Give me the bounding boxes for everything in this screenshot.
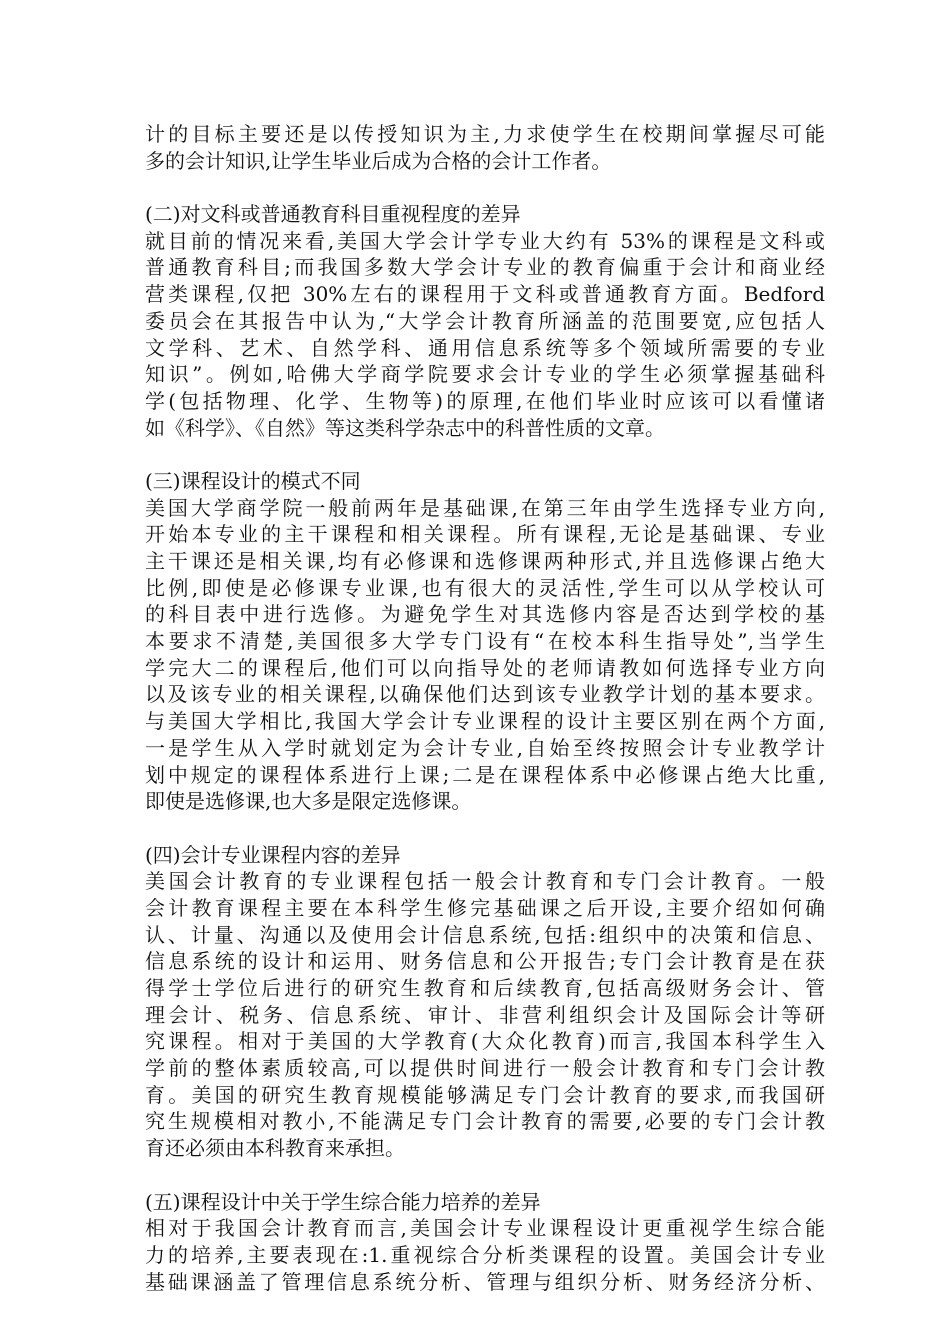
paragraph-gap bbox=[145, 815, 825, 842]
text-line: 美国大学商学院一般前两年是基础课,在第三年由学生选择专业方向, bbox=[145, 495, 825, 520]
text-line: 委员会在其报告中认为,“大学会计教育所涵盖的范围要宽,应包括人 bbox=[145, 308, 825, 333]
text-line: 主干课还是相关课,均有必修课和选修课两种形式,并且选修课占绝大 bbox=[145, 549, 825, 573]
text-line: 究课程。相对于美国的大学教育(大众化教育)而言,我国本科学生入 bbox=[145, 1029, 825, 1054]
text-line: 比例,即使是必修课专业课,也有很大的灵活性,学生可以从学校认可 bbox=[145, 575, 825, 600]
section-heading: (三)课程设计的模式不同 bbox=[145, 468, 361, 493]
section-heading: (五)课程设计中关于学生综合能力培养的差异 bbox=[145, 1189, 541, 1214]
text-line: 会计教育课程主要在本科学生修完基础课之后开设,主要介绍如何确 bbox=[145, 895, 825, 920]
section-heading: (四)会计专业课程内容的差异 bbox=[145, 842, 401, 867]
text-line: 一是学生从入学时就划定为会计专业,自始至终按照会计专业教学计 bbox=[145, 735, 825, 760]
text-line: 文学科、艺术、自然学科、通用信息系统等多个领域所需要的专业 bbox=[145, 335, 825, 360]
text-line: 究生规模相对教小,不能满足专门会计教育的需要,必要的专门会计教 bbox=[145, 1109, 825, 1134]
text-line: 就目前的情况来看,美国大学会计学专业大约有 53%的课程是文科或 bbox=[145, 228, 825, 253]
text-line: 学完大二的课程后,他们可以向指导处的老师请教如何选择专业方向 bbox=[145, 655, 825, 680]
text-line: 信息系统的设计和运用、财务信息和公开报告;专门会计教育是在获 bbox=[145, 949, 825, 974]
text-line: 认、计量、沟通以及使用会计信息系统,包括:组织中的决策和信息、 bbox=[145, 922, 825, 947]
text-line: 本要求不清楚,美国很多大学专门设有“在校本科生指导处”,当学生 bbox=[145, 629, 825, 654]
text-line: 得学士学位后进行的研究生教育和后续教育,包括高级财务会计、管 bbox=[145, 976, 825, 1000]
text-line: 与美国大学相比,我国大学会计专业课程的设计主要区别在两个方面, bbox=[145, 709, 825, 734]
section-heading: (二)对文科或普通教育科目重视程度的差异 bbox=[145, 202, 521, 227]
text-line: 知识”。例如,哈佛大学商学院要求会计专业的学生必须掌握基础科 bbox=[145, 362, 825, 387]
section-comprehensive-ability bbox=[145, 1189, 825, 1296]
text-line: 学前的整体素质较高,可以提供时间进行一般会计教育和专门会计教 bbox=[145, 1056, 825, 1081]
text-line: 力的培养,主要表现在:1.重视综合分析类课程的设置。美国会计专业 bbox=[145, 1242, 825, 1267]
text-line: 开始本专业的主干课程和相关课程。所有课程,无论是基础课、专业 bbox=[145, 522, 825, 547]
text-line: 学(包括物理、化学、生物等)的原理,在他们毕业时应该可以看懂诸 bbox=[145, 388, 825, 413]
text-line: 育。美国的研究生教育规模能够满足专门会计教育的要求,而我国研 bbox=[145, 1082, 825, 1107]
text-line: 营类课程,仅把 30%左右的课程用于文科或普通教育方面。Bedford bbox=[145, 282, 825, 307]
text-line: 育还必须由本科教育来承担。 bbox=[145, 1136, 405, 1161]
section-liberal-arts bbox=[145, 201, 825, 441]
intro-paragraph bbox=[145, 121, 825, 174]
text-line: 相对于我国会计教育而言,美国会计专业课程设计更重视学生综合能 bbox=[145, 1216, 825, 1241]
text-line: 的科目表中进行选修。为避免学生对其选修内容是否达到学校的基 bbox=[145, 602, 825, 627]
text-line: 基础课涵盖了管理信息系统分析、管理与组织分析、财务经济分析、 bbox=[145, 1269, 825, 1294]
section-course-design-mode bbox=[145, 468, 825, 815]
document-body bbox=[145, 121, 825, 1295]
paragraph-gap bbox=[145, 174, 825, 201]
text-line: 以及该专业的相关课程,以确保他们达到该专业教学计划的基本要求。 bbox=[145, 682, 825, 707]
text-line: 计的目标主要还是以传授知识为主,力求使学生在校期间掌握尽可能 bbox=[145, 122, 825, 146]
paragraph-gap bbox=[145, 441, 825, 468]
text-line: 划中规定的课程体系进行上课;二是在课程体系中必修课占绝大比重, bbox=[145, 762, 825, 787]
text-line: 理会计、税务、信息系统、审计、非营利组织会计及国际会计等研 bbox=[145, 1002, 825, 1027]
section-course-content bbox=[145, 842, 825, 1162]
text-line: 美国会计教育的专业课程包括一般会计教育和专门会计教育。一般 bbox=[145, 869, 825, 894]
text-line: 普通教育科目;而我国多数大学会计专业的教育偏重于会计和商业经 bbox=[145, 255, 825, 280]
text-line: 即使是选修课,也大多是限定选修课。 bbox=[145, 789, 472, 814]
paragraph-gap bbox=[145, 1162, 825, 1189]
text-line: 如《科学》、《自然》等这类科学杂志中的科普性质的文章。 bbox=[145, 415, 665, 440]
text-line: 多的会计知识,让学生毕业后成为合格的会计工作者。 bbox=[145, 148, 612, 173]
